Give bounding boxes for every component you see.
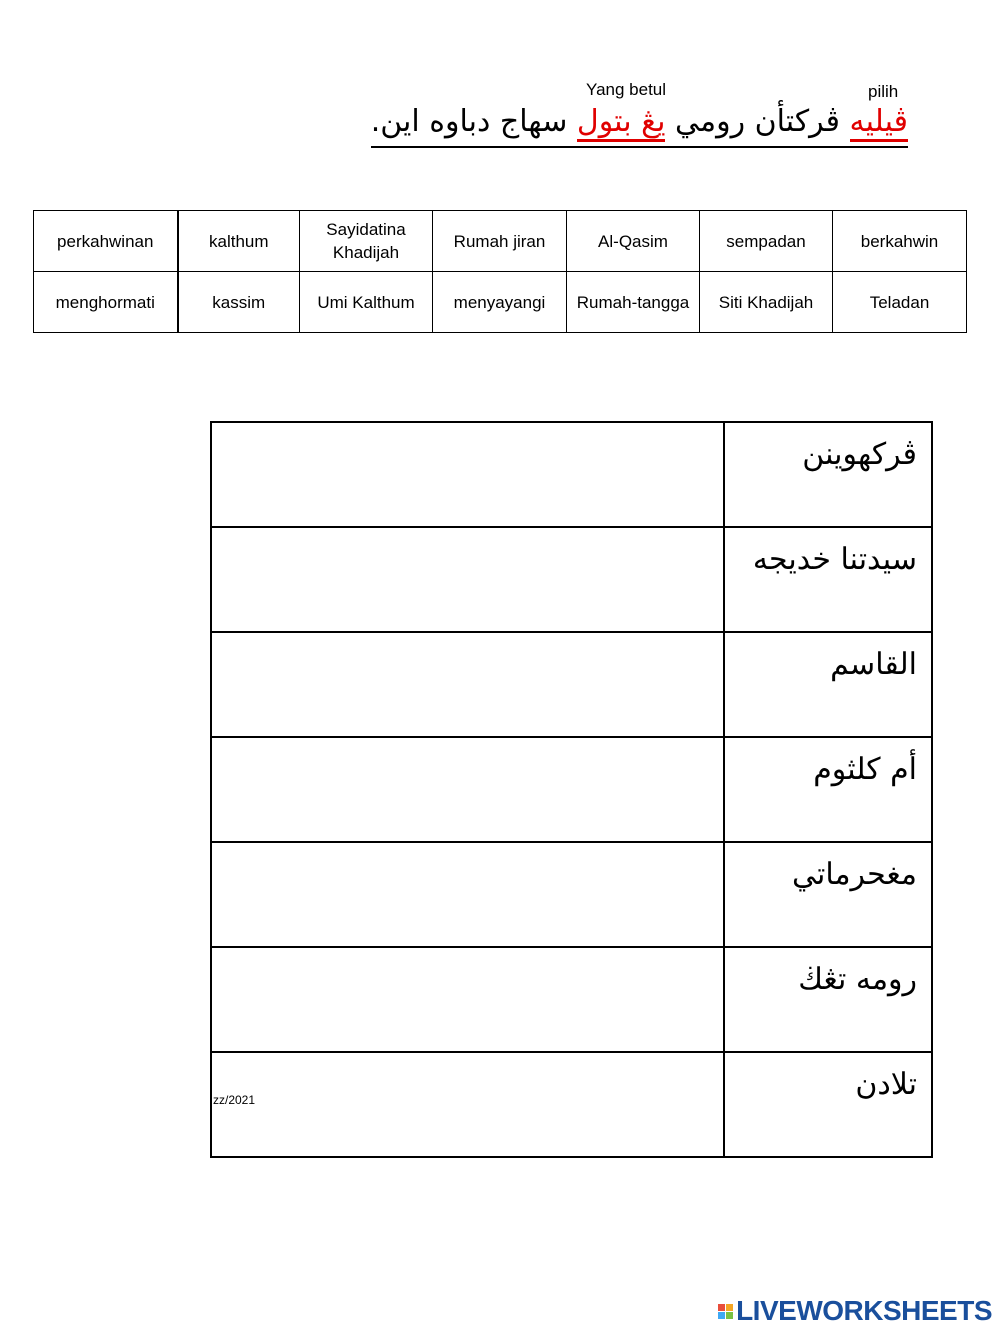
word-bank-cell: Rumah jiran bbox=[433, 211, 567, 272]
answer-cell bbox=[211, 1052, 724, 1157]
instruction-text-b: سهاج دباوه اين. bbox=[370, 104, 577, 139]
word-bank-cell: kassim bbox=[178, 272, 300, 333]
answer-input-5[interactable] bbox=[213, 844, 722, 933]
instruction-word-pilih: ڤيليه bbox=[850, 104, 908, 142]
jawi-term: تلادن bbox=[724, 1052, 932, 1157]
answer-cell bbox=[211, 842, 724, 947]
liveworksheets-logo[interactable] bbox=[718, 1296, 992, 1326]
jawi-term: أم كلثوم bbox=[724, 737, 932, 842]
answer-cell bbox=[211, 737, 724, 842]
logo-square bbox=[718, 1312, 725, 1319]
answer-input-7[interactable] bbox=[213, 1054, 722, 1143]
jawi-term: مغحرماتي bbox=[724, 842, 932, 947]
word-bank-table bbox=[33, 210, 967, 333]
answer-table bbox=[210, 421, 933, 1158]
logo-mark-icon bbox=[718, 1304, 733, 1319]
word-bank-cell: menghormati bbox=[34, 272, 178, 333]
answer-row bbox=[211, 1052, 932, 1157]
jawi-term: ڤركهوينن bbox=[724, 422, 932, 527]
answer-cell bbox=[211, 947, 724, 1052]
word-bank-cell: Umi Kalthum bbox=[300, 272, 433, 333]
logo-square bbox=[726, 1304, 733, 1311]
word-bank-cell: menyayangi bbox=[433, 272, 567, 333]
gloss-pilih: pilih bbox=[868, 82, 899, 101]
word-bank-cell: sempadan bbox=[700, 211, 833, 272]
word-bank-cell: berkahwin bbox=[833, 211, 967, 272]
word-bank-cell: Siti Khadijah bbox=[700, 272, 833, 333]
answer-input-2[interactable] bbox=[213, 529, 722, 618]
answer-row bbox=[211, 842, 932, 947]
answer-input-6[interactable] bbox=[213, 949, 722, 1038]
answer-cell bbox=[211, 632, 724, 737]
jawi-term: رومه تڠڬ bbox=[724, 947, 932, 1052]
word-bank-row bbox=[34, 272, 967, 333]
answer-input-3[interactable] bbox=[213, 634, 722, 723]
logo-square bbox=[718, 1304, 725, 1311]
answer-cell bbox=[211, 527, 724, 632]
logo-text: LIVEWORKSHEETS bbox=[736, 1295, 992, 1326]
answer-row bbox=[211, 737, 932, 842]
jawi-term: سيدتنا خديجه bbox=[724, 527, 932, 632]
answer-row bbox=[211, 422, 932, 527]
instruction-text-a: ڤركتأن رومي bbox=[665, 104, 850, 139]
word-bank-cell: Al-Qasim bbox=[567, 211, 700, 272]
instruction-word-yang: يڠ bbox=[641, 104, 665, 142]
word-bank-cell: kalthum bbox=[178, 211, 300, 272]
word-bank-cell: perkahwinan bbox=[34, 211, 178, 272]
answer-row bbox=[211, 947, 932, 1052]
word-bank-cell: Teladan bbox=[833, 272, 967, 333]
word-bank-row bbox=[34, 211, 967, 272]
word-bank-cell: Sayidatina Khadijah bbox=[300, 211, 433, 272]
instruction-heading bbox=[371, 100, 908, 148]
logo-square bbox=[726, 1312, 733, 1319]
answer-input-4[interactable] bbox=[213, 739, 722, 828]
gloss-yang-betul: Yang betul bbox=[586, 80, 667, 99]
instruction-word-betul: بتول bbox=[577, 104, 632, 142]
answer-input-1[interactable] bbox=[213, 424, 722, 513]
answer-cell bbox=[211, 422, 724, 527]
footer-note: zz/2021 bbox=[213, 1093, 256, 1107]
jawi-term: القاسم bbox=[724, 632, 932, 737]
answer-row bbox=[211, 632, 932, 737]
word-bank-cell: Rumah-tangga bbox=[567, 272, 700, 333]
answer-row bbox=[211, 527, 932, 632]
